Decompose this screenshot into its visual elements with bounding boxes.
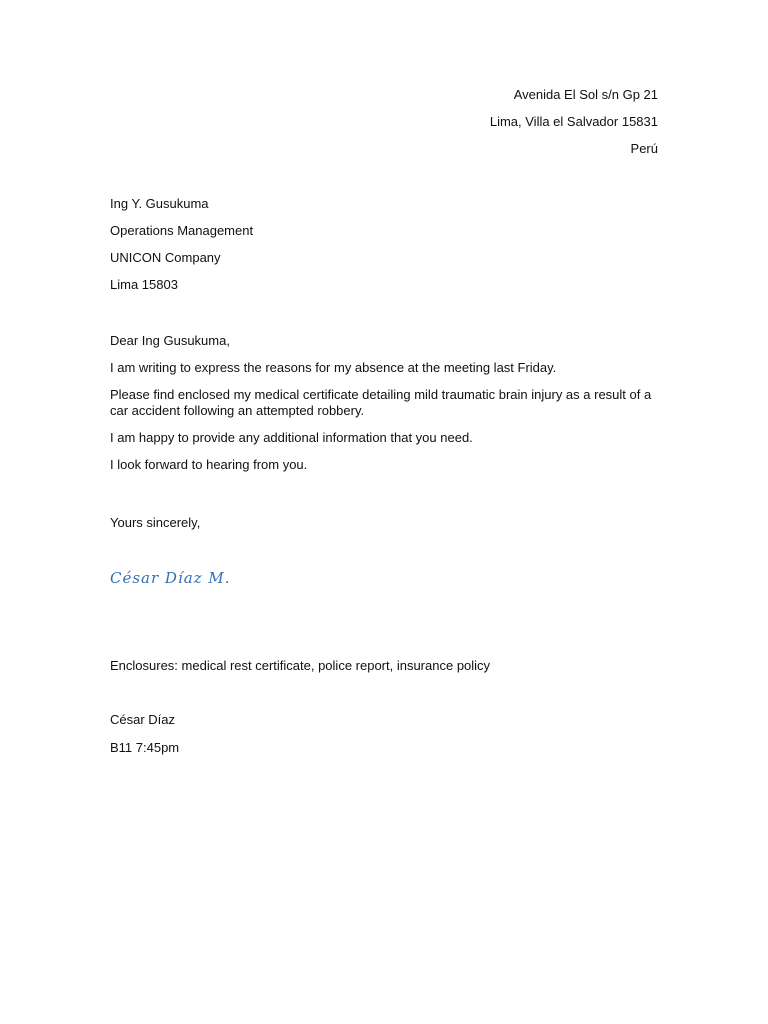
body-paragraph: I am happy to provide any additional information that you need. — [110, 430, 473, 445]
enclosures-line: Enclosures: medical rest certificate, police report, insurance policy — [110, 658, 491, 673]
sender-address-line2: Lima, Villa el Salvador 15831 — [489, 114, 658, 129]
footer — [110, 712, 179, 768]
footer-note: B11 7:45pm — [110, 740, 180, 755]
recipient-address — [110, 196, 253, 304]
recipient-city: Lima 15803 — [110, 277, 178, 292]
recipient-name: Ing Y. Gusukuma — [110, 196, 209, 211]
letter-body — [110, 333, 670, 484]
sender-address-line3: Perú — [630, 141, 658, 156]
body-paragraph: I am writing to express the reasons for my absence at the meeting last Friday. — [110, 360, 557, 375]
sender-address — [490, 87, 658, 168]
recipient-company: UNICON Company — [110, 250, 221, 265]
footer-name: César Díaz — [110, 712, 176, 727]
body-paragraph: I look forward to hearing from you. — [110, 457, 308, 472]
sender-address-line1: Avenida El Sol s/n Gp 21 — [513, 87, 658, 102]
signature: César Díaz M. — [110, 569, 231, 587]
body-paragraph: Please find enclosed my medical certificate detailing mild traumatic brain injury as a result of a car accident following an attempted robbery. — [110, 387, 652, 418]
closing: Yours sincerely, — [110, 515, 201, 530]
recipient-department: Operations Management — [110, 223, 254, 238]
salutation: Dear Ing Gusukuma, — [110, 333, 230, 348]
